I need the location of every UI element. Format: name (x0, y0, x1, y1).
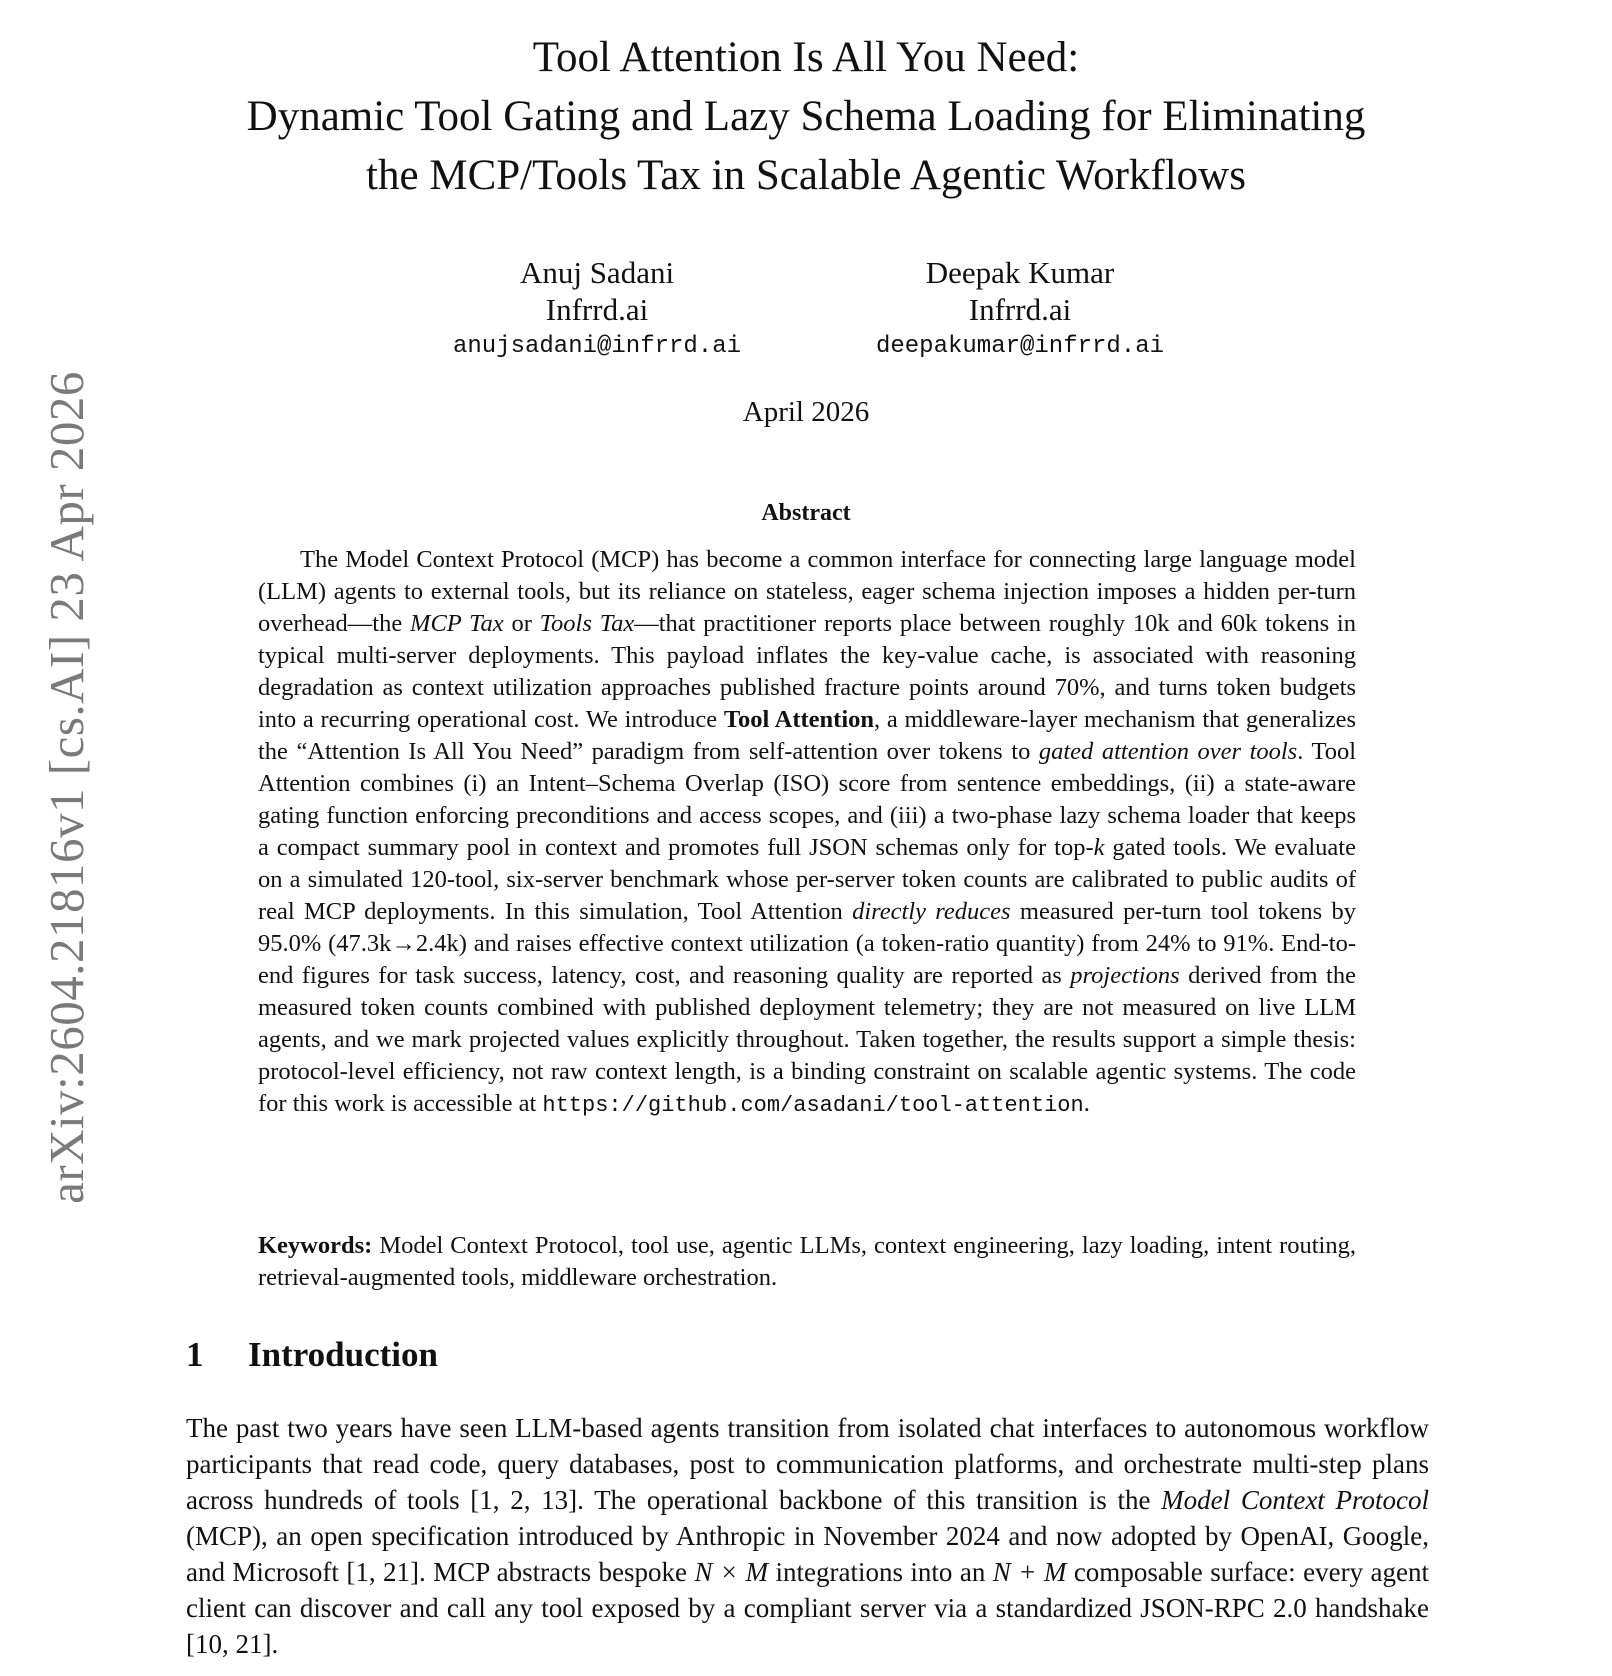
author-affiliation: Infrrd.ai (968, 292, 1072, 327)
abstract-strong: Tool Attention (723, 706, 875, 733)
title-line-1: Tool Attention Is All You Need: (532, 34, 1080, 81)
keywords-list: Model Context Protocol, tool use, agentic LLMs, context engineering, lazy loading, intent routing, retrieval-augmented tools, middleware orchestration. (258, 1232, 1356, 1291)
abstract-heading: Abstract (761, 500, 851, 526)
author-name: Anuj Sadani (519, 255, 675, 290)
intro-text: (MCP), an open specification introduced by Anthropic in November 2024 and now adopted by OpenAI, Google, and Microsoft [1, 21]. MCP abstracts bespoke (186, 1521, 1429, 1587)
abstract-text: derived from the measured token counts combined with published deployment telemetry; they are not measured on live LLM agents, and we mark projected values explicitly throughout. Taken together, the results support a simple thesis: protocol-level efficiency, not raw context length, is a binding constraint on scalable agentic systems. The code for this work is accessible at (258, 962, 1356, 1117)
intro-text: The past two years have seen LLM-based agents transition from isolated chat interfaces to autonomous workflow participants that read code, query databases, post to communication platforms, and orchestrate multi-step plans across hundreds of tools [1, 2, 13]. The operational backbone of this transition is the (186, 1413, 1429, 1515)
section-title: Introduction (248, 1335, 438, 1374)
abstract-text: gated tools. We evaluate on a simulated 120-tool, six-server benchmark whose per-server token counts are calibrated to public audits of real MCP deployments. In this simulation, Tool Attention (258, 834, 1356, 925)
paper-title (186, 28, 1426, 205)
abstract-text: —that practitioner reports place between roughly 10k and 60k tokens in typical multi-server deployments. This payload inflates the key-value cache, is associated with reasoning degradation as context utilization approaches published fracture points around 70%, and turns token budgets into a recurring operational cost. We introduce (258, 610, 1356, 733)
intro-text: composable surface: every agent client can discover and call any tool exposed by a compliant server via a standardized JSON-RPC 2.0 handshake [10, 21]. (186, 1557, 1429, 1659)
abstract-emphasis: directly reduces (852, 898, 1011, 925)
abstract-text: . Tool Attention combines (i) an Intent–Schema Overlap (ISO) score from sentence embeddings, (ii) a state-aware gating function enforcing preconditions and access scopes, and (iii) a two-phase lazy schema loader that keeps a compact summary pool in context and promotes full JSON schemas only for top- (258, 738, 1357, 861)
abstract-text: , a middleware-layer mechanism that generalizes the “Attention Is All You Need” paradigm from self-attention over tokens to (258, 706, 1357, 765)
publication-date: April 2026 (742, 396, 870, 428)
author-email[interactable]: deepakumar@infrrd.ai (875, 333, 1165, 360)
code-repo-link[interactable]: https://github.com/asadani/tool-attention (542, 1093, 1084, 1118)
title-line-3: the MCP/Tools Tax in Scalable Agentic Workflows (366, 152, 1246, 199)
abstract-text: or (503, 610, 540, 637)
section-number: 1 (186, 1335, 204, 1374)
intro-math: N + M (992, 1557, 1067, 1587)
abstract-text: measured per-turn tool tokens by 95.0% (47.3k→2.4k) and raises effective context utilization (a token-ratio quantity) from 24% to 91%. End-to-end figures for task success, latency, cost, and reasoning quality are reported as (258, 898, 1356, 989)
author-email[interactable]: anujsadani@infrrd.ai (452, 333, 742, 360)
arxiv-sidebar-stamp (36, 330, 96, 1245)
abstract-emphasis: gated attention over tools (1038, 738, 1298, 765)
author-name: Deepak Kumar (925, 255, 1115, 290)
intro-text: integrations into an (768, 1557, 993, 1587)
section-heading-introduction (186, 1335, 438, 1375)
title-line-2: Dynamic Tool Gating and Lazy Schema Loading for Eliminating (246, 93, 1366, 140)
author-block-2 (820, 254, 1220, 365)
abstract-body (258, 544, 1356, 1122)
abstract-emphasis: projections (1070, 962, 1180, 989)
author-affiliation: Infrrd.ai (545, 292, 649, 327)
abstract-emphasis: Tools Tax (539, 610, 635, 637)
abstract-text: The Model Context Protocol (MCP) has become a common interface for connecting large language model (LLM) agents to external tools, but its reliance on stateless, eager schema injection imposes a hidden per-turn overhead—the (258, 546, 1356, 637)
intro-math: N × M (694, 1557, 769, 1587)
arxiv-identifier: arXiv:2604.21816v1 [cs.AI] 23 Apr 2026 (38, 371, 94, 1204)
keywords-label: Keywords: (258, 1232, 373, 1259)
introduction-paragraph (186, 1410, 1429, 1662)
abstract-emphasis: MCP Tax (410, 610, 504, 637)
abstract-text: . (1083, 1090, 1090, 1117)
abstract-emphasis: k (1093, 834, 1105, 861)
keywords (258, 1230, 1356, 1294)
author-block-1 (397, 254, 797, 365)
intro-emphasis: Model Context Protocol (1161, 1485, 1429, 1515)
